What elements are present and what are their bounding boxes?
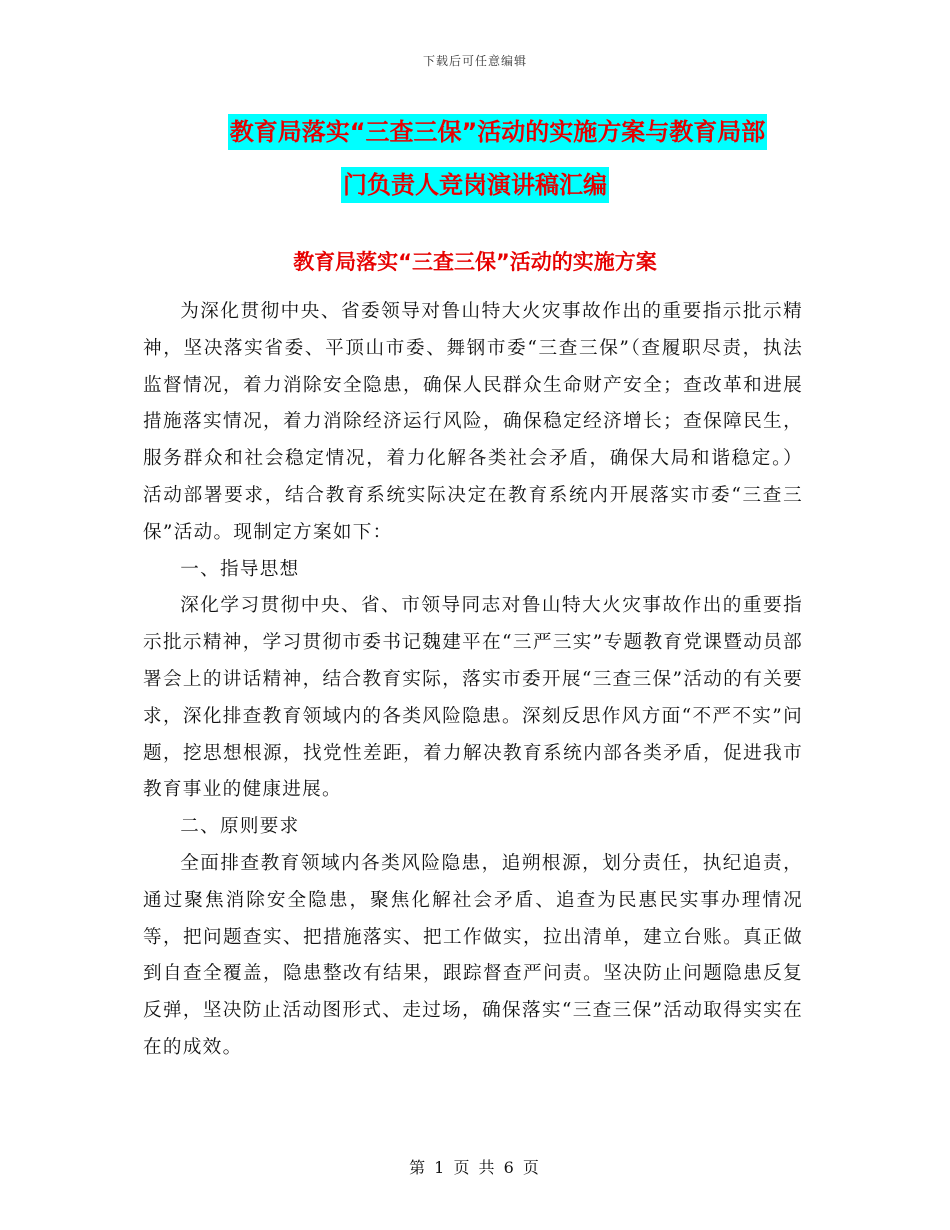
heading-principles: 二、原则要求 bbox=[180, 816, 300, 838]
document-title-line-1 bbox=[0, 106, 950, 159]
header-note: 下载后可任意编辑 bbox=[422, 54, 527, 68]
paragraph-principles: 全面排查教育领域内各类风险隐患，追朔根源，划分责任，执纪追责，通过聚焦消除安全隐患，聚焦化解社会矛盾、追查为民惠民实事办理情况等，把问题查实、把措施落实、把工作做实，拉出清单，建立台账。真正做到自查全覆盖，隐患整改有结果，跟踪督查严问责。坚决防止问题隐患反复反弹，坚决防止活动图形式、走过场，确保落实“三查三保”活动取得实实在在的成效。 bbox=[143, 852, 803, 1058]
paragraph-guiding-ideology: 深化学习贯彻中央、省、市领导同志对鲁山特大火灾事故作出的重要指示批示精神，学习贯彻市委书记魏建平在“三严三实”专题教育党课暨动员部署会上的讲话精神，结合教育实际，落实市委开展“三查三保”活动的有关要求，深化排查教育领域内的各类风险隐患。深刻反思作风方面“不严不实”问题，挖思想根源，找党性差距，着力解决教育系统内部各类矛盾，促进我市教育事业的健康进展。 bbox=[143, 595, 803, 801]
title-line-1-text: 教育局落实“三查三保”活动的实施方案与教育局部 bbox=[228, 114, 768, 150]
document-title-line-2 bbox=[0, 159, 950, 212]
title-line-2-text: 门负责人竞岗演讲稿汇编 bbox=[341, 167, 609, 203]
section-title: 教育局落实“三查三保”活动的实施方案 bbox=[293, 250, 657, 274]
body-text bbox=[143, 294, 803, 1067]
document-title bbox=[0, 106, 950, 212]
paragraph-intro: 为深化贯彻中央、省委领导对鲁山特大火灾事故作出的重要指示批示精神，坚决落实省委、平顶山市委、舞钢市委“三查三保”（查履职尽责，执法监督情况，着力消除安全隐患，确保人民群众生命财产安全；查改革和进展措施落实情况，着力消除经济运行风险，确保稳定经济增长；查保障民生，服务群众和社会稳定情况，着力化解各类社会矛盾，确保大局和谐稳定。）活动部署要求，结合教育系统实际决定在教育系统内开展落实市委“三查三保”活动。现制定方案如下： bbox=[143, 301, 803, 543]
heading-guiding-ideology: 一、指导思想 bbox=[180, 558, 300, 580]
page-number: 第 1 页 共 6 页 bbox=[409, 1158, 541, 1177]
